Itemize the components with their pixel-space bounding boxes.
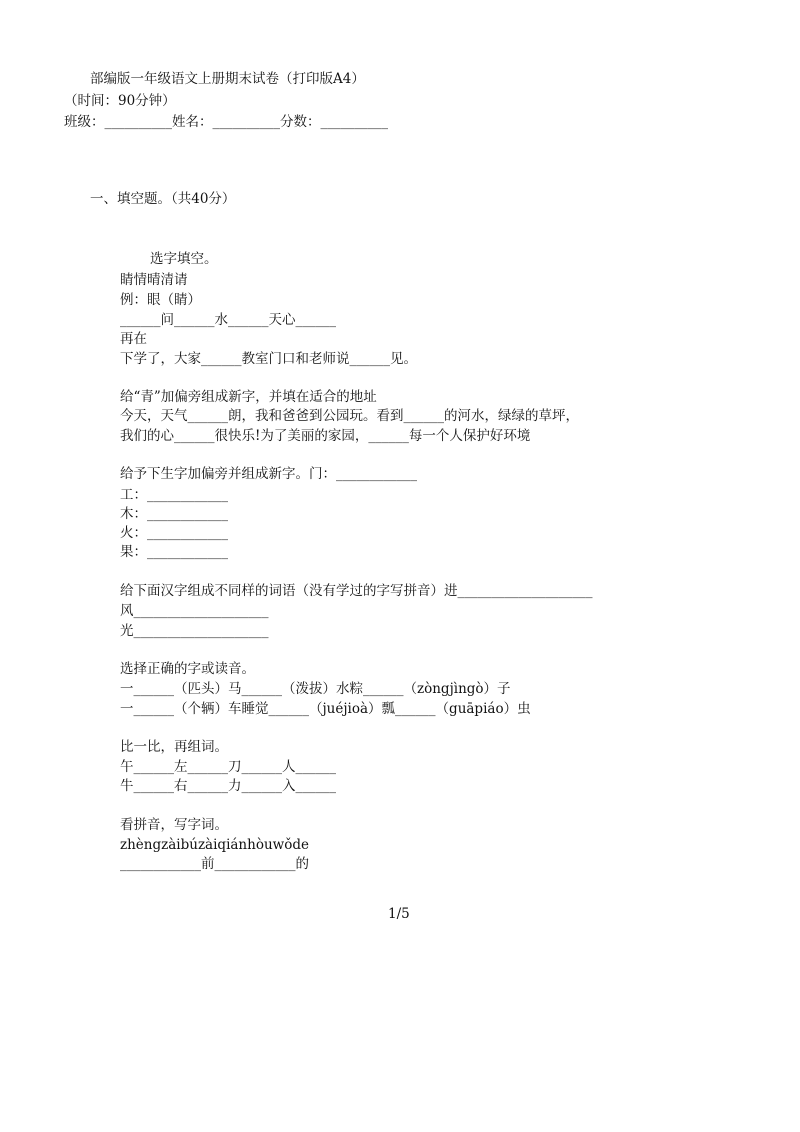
exam-time: （时间：90分钟） xyxy=(64,93,176,109)
question-7-line: ____________前____________的 xyxy=(120,856,309,872)
question-6-title: 比一比，再组词。 xyxy=(120,739,228,755)
question-1-chars: 睛情晴清请 xyxy=(120,272,188,288)
question-4-item: 风____________________ xyxy=(120,603,269,619)
question-1-line-1: ______问______水______天心______ xyxy=(120,312,336,328)
question-1-line-2: 下学了，大家______教室门口和老师说______见。 xyxy=(120,351,417,367)
section-heading: 一、填空题。（共40分） xyxy=(90,191,236,207)
question-1-example: 例：眼（睛） xyxy=(120,292,201,308)
question-6-line-1: 午______左______刀______人______ xyxy=(120,759,336,775)
question-3-item: 火：____________ xyxy=(120,525,228,541)
question-2-title: 给“青”加偏旁组成新字，并填在适合的地址 xyxy=(120,389,377,405)
question-1-chars-2: 再在 xyxy=(120,331,147,347)
question-5-title: 选择正确的字或读音。 xyxy=(120,661,255,677)
question-7-pinyin: zhèngzàibúzàiqiánhòuwǒde xyxy=(120,837,309,853)
student-info-line: 班级：__________姓名：__________分数：__________ xyxy=(64,114,388,130)
question-5-line-2: 一______（个辆）车睡觉______（juéjioà）瓢______（guāpiáo）虫 xyxy=(120,701,531,717)
question-3-item: 果：____________ xyxy=(120,544,228,560)
question-1-title: 选字填空。 xyxy=(150,251,218,267)
question-7-title: 看拼音，写字词。 xyxy=(120,817,228,833)
page-number: 1/5 xyxy=(388,906,410,922)
question-3-item: 木：____________ xyxy=(120,506,228,522)
question-2-line-1: 今天，天气______朗，我和爸爸到公园玩。看到______的河水，绿绿的草坪， xyxy=(120,408,579,424)
question-4-title: 给下面汉字组成不同样的词语（没有学过的字写拼音）进____________________ xyxy=(120,583,593,599)
question-4-item: 光____________________ xyxy=(120,623,269,639)
question-3-item: 工：____________ xyxy=(120,487,228,503)
question-5-line-1: 一______（匹头）马______（泼拔）水粽______（zòngjìngò）子 xyxy=(120,681,511,697)
question-6-line-2: 牛______右______力______入______ xyxy=(120,778,336,794)
exam-title: 部编版一年级语文上册期末试卷（打印版A4） xyxy=(90,71,365,87)
question-3-title: 给予下生字加偏旁并组成新字。门：____________ xyxy=(120,466,417,482)
question-2-line-2: 我们的心______很快乐!为了美丽的家园，______每一个人保护好环境 xyxy=(120,428,531,444)
